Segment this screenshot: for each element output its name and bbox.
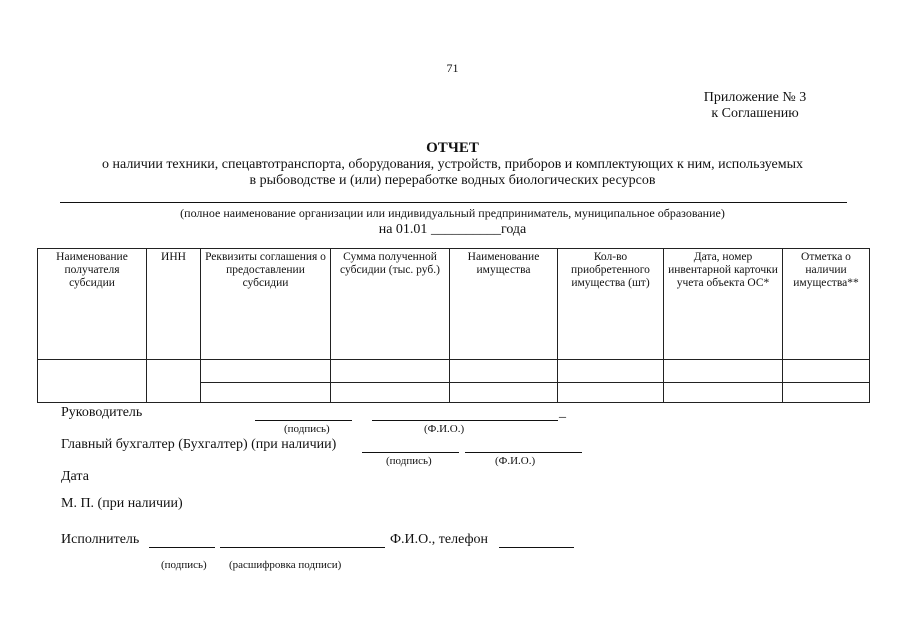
table-cell[interactable] (664, 383, 783, 403)
executor-label: Исполнитель (61, 532, 140, 547)
document-subtitle (0, 157, 905, 189)
executor-fio-phone-label: Ф.И.О., телефон (390, 532, 489, 547)
annex-line-1: Приложение № 3 (703, 90, 807, 105)
table-cell[interactable] (450, 383, 558, 403)
table-cell[interactable] (331, 360, 450, 383)
head-dash: _ (559, 405, 566, 420)
head-label: Руководитель (61, 405, 143, 420)
header-subsidy-amount: Сумма полученной субсидии (тыс. руб.) (331, 249, 450, 360)
executor-decode-caption: (расшифровка подписи) (229, 559, 342, 571)
date-suffix: года (500, 222, 527, 237)
chief-accountant-signature-line[interactable] (362, 451, 459, 453)
chief-accountant-signature-caption: (подпись) (386, 455, 432, 467)
organization-name-line (60, 202, 847, 203)
table-header-row (38, 249, 870, 360)
header-inventory-card: Дата, номер инвентарной карточки учета объекта ОС* (664, 249, 783, 360)
head-signature-line[interactable] (255, 419, 352, 421)
document-title: ОТЧЕТ (426, 140, 479, 156)
table-row (38, 360, 870, 383)
organization-caption: (полное наименование организации или индивидуальный предприниматель, муниципальное образование) (180, 206, 725, 220)
chief-accountant-label: Главный бухгалтер (Бухгалтер) (при наличии) (61, 437, 337, 452)
annex-reference (690, 90, 820, 122)
executor-signature-line[interactable] (149, 546, 215, 548)
annex-line-2: к Соглашению (711, 106, 799, 121)
table-cell[interactable] (331, 383, 450, 403)
date-label: Дата (61, 469, 89, 484)
executor-signature-caption: (подпись) (161, 559, 207, 571)
table-cell[interactable] (558, 360, 664, 383)
table-cell[interactable] (147, 360, 201, 403)
report-table (37, 248, 870, 403)
chief-accountant-fio-line[interactable] (465, 451, 582, 453)
table-cell[interactable] (783, 383, 870, 403)
header-inn: ИНН (147, 249, 201, 360)
head-fio-caption: (Ф.И.О.) (424, 423, 465, 435)
header-agreement: Реквизиты соглашения о предоставлении субсидии (201, 249, 331, 360)
head-signature-caption: (подпись) (284, 423, 330, 435)
table-cell[interactable] (38, 360, 147, 403)
chief-accountant-fio-caption: (Ф.И.О.) (495, 455, 536, 467)
executor-decode-line[interactable] (220, 546, 385, 548)
header-availability: Отметка о наличии имущества** (783, 249, 870, 360)
table-cell[interactable] (450, 360, 558, 383)
subtitle-line-2: в рыбоводстве и (или) переработке водных биологических ресурсов (249, 173, 656, 188)
table-cell[interactable] (558, 383, 664, 403)
page-number: 71 (446, 61, 459, 75)
executor-phone-line[interactable] (499, 546, 574, 548)
header-quantity: Кол-во приобретенного имущества (шт) (558, 249, 664, 360)
table-cell[interactable] (783, 360, 870, 383)
stamp-label: М. П. (при наличии) (61, 496, 183, 511)
date-blank: __________ (430, 222, 501, 237)
head-fio-line[interactable] (372, 419, 558, 421)
table-cell[interactable] (201, 383, 331, 403)
subtitle-line-1: о наличии техники, спецавтотранспорта, оборудования, устройств, приборов и комплектующих к ним, используемых (101, 157, 804, 172)
report-date-line (0, 222, 905, 238)
header-recipient: Наименование получателя субсидии (38, 249, 147, 360)
header-property-name: Наименование имущества (450, 249, 558, 360)
table-cell[interactable] (664, 360, 783, 383)
date-prefix: на 01.01 (378, 222, 428, 237)
table-cell[interactable] (201, 360, 331, 383)
